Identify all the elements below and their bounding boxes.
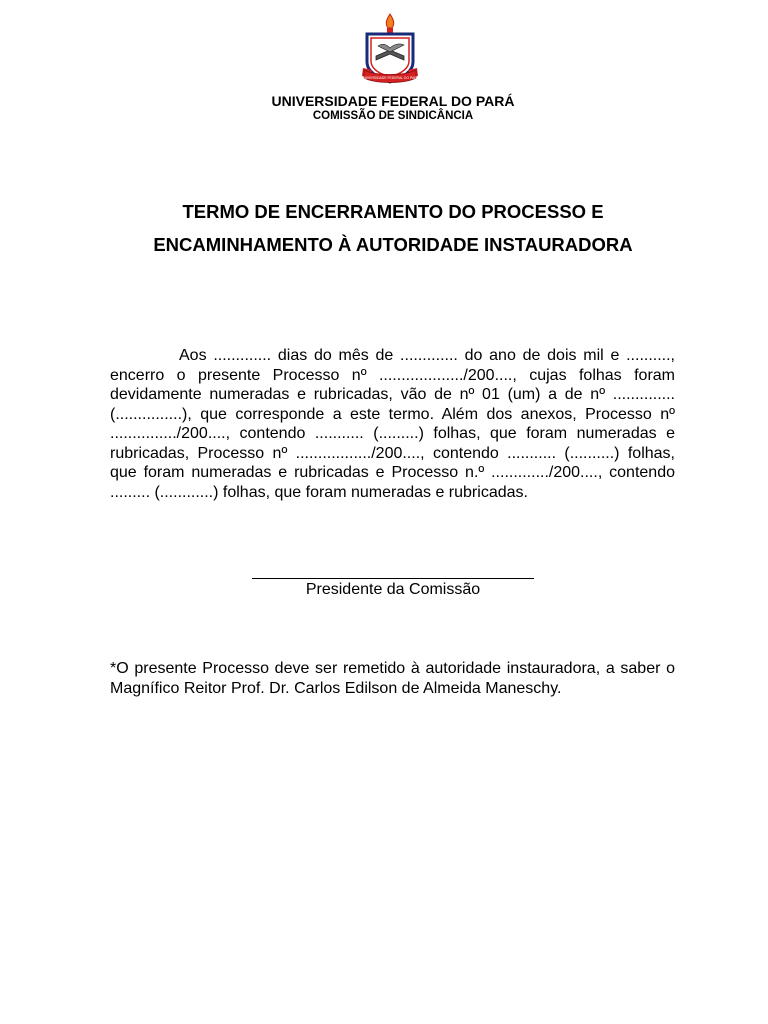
- title-line-2: ENCAMINHAMENTO À AUTORIDADE INSTAURADORA: [153, 234, 633, 255]
- footnote: *O presente Processo deve ser remetido à autoridade instauradora, a saber o Magnífico Reitor Prof. Dr. Carlos Edilson de Almeida Maneschy.: [110, 660, 675, 697]
- signature-line: [252, 578, 534, 579]
- closing-term-paragraph: Aos ............. dias do mês de ............. do ano de dois mil e .........., encerro o presente Processo nº .................../200...., cujas folhas foram devidamente numeradas e rubricadas, vão de nº 01 (um) a de nº ..............(...............), que corresponde a este termo. Além dos anexos, Processo nº .............../200...., contendo ........... (.........) folhas, que foram numeradas e rubricadas, Processo nº ................./200...., contendo ........... (..........) folhas, que foram numeradas e rubricadas e Processo n.º ............./200...., contendo ......... (............) folhas, que foram numeradas e rubricadas.: [110, 347, 675, 501]
- title-line-1: TERMO DE ENCERRAMENTO DO PROCESSO E: [182, 201, 604, 222]
- institution-name: UNIVERSIDADE FEDERAL DO PARÁ: [271, 93, 515, 109]
- crest-motto: UNIVERSIDADE FEDERAL DO PARÁ: [361, 76, 419, 80]
- university-crest-icon: [360, 12, 420, 92]
- signature-label: Presidente da Comissão: [305, 581, 481, 598]
- commission-name: COMISSÃO DE SINDICÂNCIA: [312, 110, 474, 122]
- document-title: [110, 195, 676, 261]
